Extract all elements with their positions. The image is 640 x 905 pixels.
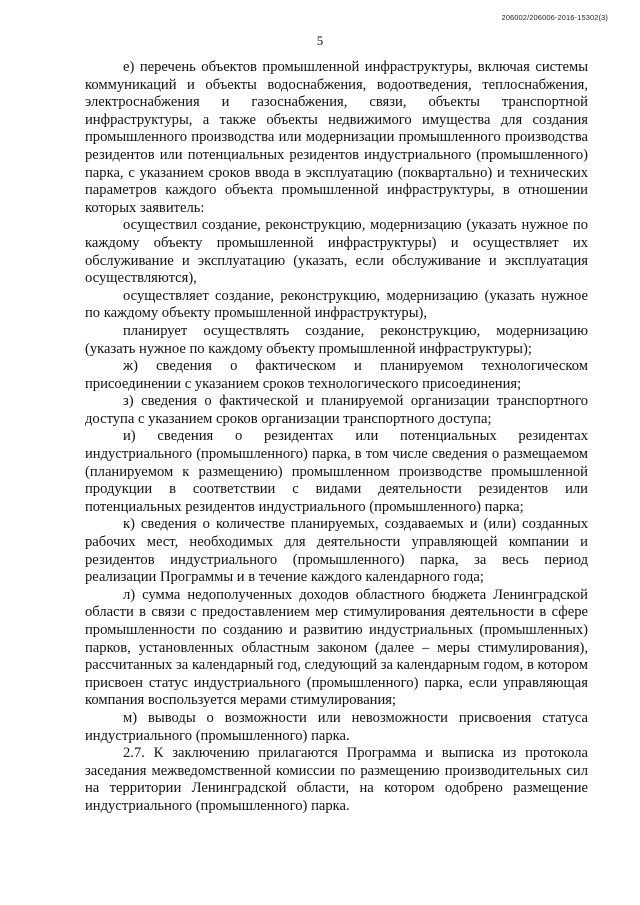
paragraph-item-z: з) сведения о фактической и планируемой организации транспортного доступа с указанием сроков организации транспортного доступа;: [85, 393, 588, 427]
paragraph-item-e: е) перечень объектов промышленной инфраструктуры, включая системы коммуникаций и объекты водоснабжения, водоотведения, теплоснабжения, электроснабжения и газоснабжения, связи, объекты транспортной инфраструктуры, а также объекты недвижимого имущества для создания промышленного производства или модернизации промышленного производства резидентов или потенциальных резидентов индустриального (промышленного) парка, с указанием сроков ввода в эксплуатацию (поквартально) и технических параметров каждого объекта промышленной инфраструктуры, в отношении которых заявитель:: [85, 59, 588, 216]
paragraph-item-i: и) сведения о резидентах или потенциальных резидентах индустриального (промышленного) парка, в том числе сведения о размещаемом (планируемом к размещению) промышленном производстве промышленной продукции в соответствии с видами деятельности резидентов или потенциальных резидентов индустриального (промышленного) парка;: [85, 428, 588, 515]
paragraph-planning: планирует осуществлять создание, реконструкцию, модернизацию (указать нужное по каждому объекту промышленной инфраструктуры);: [85, 322, 588, 357]
paragraph-item-l: л) сумма недополученных доходов областного бюджета Ленинградской области в связи с предоставлением мер стимулирования деятельности в сфере промышленности по созданию и развитию индустриальных (промышленных) парков, установленных областным законом (далее – меры стимулирования), рассчитанных за календарный год, следующий за календарным годом, в котором присвоен статус индустриального (промышленного) парка, если управляющая компания воспользуется мерами стимулирования;: [85, 586, 588, 709]
page-number: 5: [316, 33, 324, 48]
document-body: [85, 59, 588, 816]
paragraph-item-m: м) выводы о возможности или невозможности присвоения статуса индустриального (промышленного) парка.: [85, 709, 588, 744]
paragraph-creating: осуществляет создание, реконструкцию, модернизацию (указать нужное по каждому объекту промышленной инфраструктуры),: [85, 287, 588, 322]
paragraph-created: осуществил создание, реконструкцию, модернизацию (указать нужное по каждому объекту промышленной инфраструктуры) и осуществляет их обслуживание и эксплуатацию (указать, если обслуживание и эксплуатация осуществляются),: [85, 217, 588, 287]
paragraph-item-k: к) сведения о количестве планируемых, создаваемых и (или) созданных рабочих мест, необходимых для деятельности управляющей компании и резидентов индустриального (промышленного) парка, за весь период реализации Программы и в течение каждого календарного года;: [85, 516, 588, 586]
paragraph-item-zh: ж) сведения о фактическом и планируемом технологическом присоединении с указанием сроков технологического присоединения;: [85, 358, 588, 392]
document-code: 206002/206006-2016-15302(3): [501, 13, 608, 22]
paragraph-section-2-7: 2.7. К заключению прилагаются Программа и выписка из протокола заседания межведомственной комиссии по размещению производительных сил на территории Ленинградской области, на котором одобрено размещение индустриального (промышленного) парка.: [85, 745, 588, 814]
